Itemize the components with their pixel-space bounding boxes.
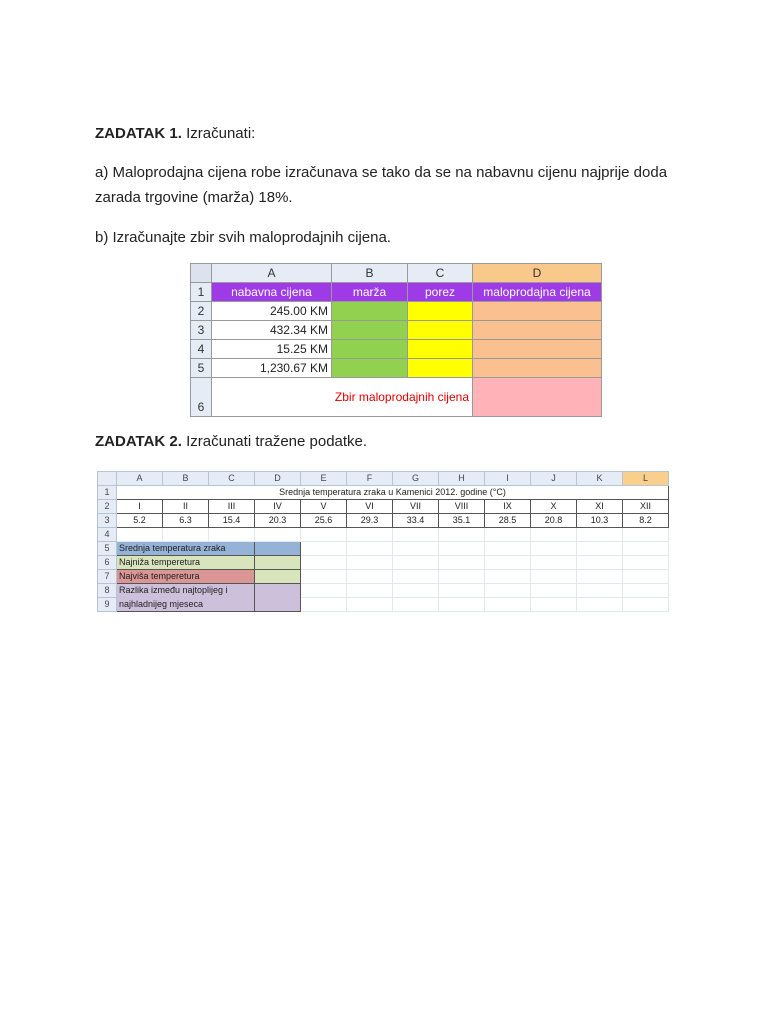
task1-heading: [95, 124, 255, 144]
table-row: [98, 542, 669, 556]
col-header-b[interactable]: B: [332, 264, 408, 283]
task2-heading: [95, 432, 367, 452]
col-header-a[interactable]: A: [212, 264, 332, 283]
empty-cell[interactable]: [301, 570, 347, 584]
month-cell[interactable]: X: [531, 500, 577, 514]
empty-cell[interactable]: [347, 528, 393, 542]
empty-cell[interactable]: [301, 584, 347, 598]
task2-title-rest: Izračunati tražene podatke.: [181, 433, 368, 450]
row-number[interactable]: 1: [191, 283, 212, 302]
empty-cell[interactable]: [393, 528, 439, 542]
empty-cell[interactable]: [301, 598, 347, 612]
empty-cell[interactable]: [485, 556, 531, 570]
empty-cell[interactable]: [301, 556, 347, 570]
marza-cell[interactable]: [332, 340, 408, 359]
month-cell[interactable]: IV: [255, 500, 301, 514]
marza-cell[interactable]: [332, 302, 408, 321]
empty-cell[interactable]: [485, 528, 531, 542]
label-lowest-temperature[interactable]: Najniža temperetura: [117, 556, 255, 570]
empty-cell[interactable]: [623, 570, 669, 584]
row-number[interactable]: 4: [191, 340, 212, 359]
table-row: [98, 514, 669, 528]
price-cell[interactable]: 245.00 KM: [212, 302, 332, 321]
month-cell[interactable]: I: [117, 500, 163, 514]
month-cell[interactable]: XII: [623, 500, 669, 514]
empty-cell[interactable]: [577, 570, 623, 584]
row-number[interactable]: 4: [98, 528, 117, 542]
table-row: [191, 378, 602, 417]
temperature-cell[interactable]: 33.4: [393, 514, 439, 528]
month-cell[interactable]: V: [301, 500, 347, 514]
col-header[interactable]: E: [301, 472, 347, 486]
empty-cell[interactable]: [531, 528, 577, 542]
result-lowest-temperature[interactable]: [255, 556, 301, 570]
temperature-cell[interactable]: 35.1: [439, 514, 485, 528]
empty-cell[interactable]: [623, 598, 669, 612]
empty-cell[interactable]: [531, 542, 577, 556]
label-difference-line2[interactable]: najhladnijeg mjeseca: [117, 598, 255, 612]
task1-line-b: b) Izračunajte zbir svih maloprodajnih cijena.: [95, 229, 391, 246]
retail-price-cell[interactable]: [473, 359, 602, 378]
column-header-row: [98, 472, 669, 486]
empty-cell[interactable]: [347, 584, 393, 598]
month-cell[interactable]: IX: [485, 500, 531, 514]
row-number[interactable]: 7: [98, 570, 117, 584]
empty-cell[interactable]: [439, 528, 485, 542]
row-number[interactable]: 8: [98, 584, 117, 598]
porez-cell[interactable]: [408, 340, 473, 359]
row-number[interactable]: 2: [98, 500, 117, 514]
empty-cell[interactable]: [577, 542, 623, 556]
row-number[interactable]: 9: [98, 598, 117, 612]
col-header[interactable]: B: [163, 472, 209, 486]
temperature-cell[interactable]: 5.2: [117, 514, 163, 528]
task1-title-bold: ZADATAK 1.: [95, 125, 182, 142]
col-header[interactable]: D: [255, 472, 301, 486]
header-cell-maloprodajna-cijena[interactable]: maloprodajna cijena: [473, 283, 602, 302]
temperature-cell[interactable]: 25.6: [301, 514, 347, 528]
empty-cell[interactable]: [485, 584, 531, 598]
empty-cell[interactable]: [531, 570, 577, 584]
table-row: [98, 570, 669, 584]
porez-cell[interactable]: [408, 359, 473, 378]
empty-cell[interactable]: [439, 542, 485, 556]
temperature-cell[interactable]: 8.2: [623, 514, 669, 528]
empty-cell[interactable]: [393, 570, 439, 584]
row-number[interactable]: 3: [98, 514, 117, 528]
result-highest-temperature[interactable]: [255, 570, 301, 584]
col-header[interactable]: A: [117, 472, 163, 486]
empty-cell[interactable]: [485, 570, 531, 584]
column-header-row: [191, 264, 602, 283]
temperature-cell[interactable]: 6.3: [163, 514, 209, 528]
empty-cell[interactable]: [347, 570, 393, 584]
table-row: [98, 528, 669, 542]
empty-cell[interactable]: [439, 584, 485, 598]
task1-line-a-1: a) Maloprodajna cijena robe izračunava se tako da se na nabavnu cijenu najprije doda: [95, 164, 668, 181]
col-header[interactable]: L: [623, 472, 669, 486]
porez-cell[interactable]: [408, 302, 473, 321]
table-row: [191, 340, 602, 359]
row-number[interactable]: 6: [191, 378, 212, 417]
month-cell[interactable]: VI: [347, 500, 393, 514]
table-row: [191, 302, 602, 321]
empty-cell[interactable]: [347, 556, 393, 570]
select-all-corner[interactable]: [191, 264, 212, 283]
temperature-cell[interactable]: 20.8: [531, 514, 577, 528]
temperature-cell[interactable]: 15.4: [209, 514, 255, 528]
row-number[interactable]: 2: [191, 302, 212, 321]
col-header-c[interactable]: C: [408, 264, 473, 283]
empty-cell[interactable]: [209, 528, 255, 542]
table-row: [98, 500, 669, 514]
marza-cell[interactable]: [332, 321, 408, 340]
empty-cell[interactable]: [393, 584, 439, 598]
col-header[interactable]: C: [209, 472, 255, 486]
row-number[interactable]: 6: [98, 556, 117, 570]
task1-title-rest: Izračunati:: [181, 125, 256, 142]
marza-cell[interactable]: [332, 359, 408, 378]
result-mean-temperature[interactable]: [255, 542, 301, 556]
col-header[interactable]: I: [485, 472, 531, 486]
empty-cell[interactable]: [623, 542, 669, 556]
empty-cell[interactable]: [485, 598, 531, 612]
task2-title-bold: ZADATAK 2.: [95, 433, 182, 450]
month-cell[interactable]: II: [163, 500, 209, 514]
temperature-cell[interactable]: 20.3: [255, 514, 301, 528]
table-row: [98, 556, 669, 570]
label-difference-line1[interactable]: Razlika između najtoplijeg i: [117, 584, 255, 598]
row-number[interactable]: 5: [98, 542, 117, 556]
empty-cell[interactable]: [393, 556, 439, 570]
header-cell-marza[interactable]: marža: [332, 283, 408, 302]
empty-cell[interactable]: [301, 528, 347, 542]
temperature-cell[interactable]: 28.5: [485, 514, 531, 528]
empty-cell[interactable]: [301, 542, 347, 556]
empty-cell[interactable]: [577, 598, 623, 612]
retail-price-cell[interactable]: [473, 302, 602, 321]
row-number[interactable]: 3: [191, 321, 212, 340]
row-number[interactable]: 5: [191, 359, 212, 378]
sum-label-cell[interactable]: Zbir maloprodajnih cijena: [212, 378, 473, 417]
row-number[interactable]: 1: [98, 486, 117, 500]
table-row: [98, 486, 669, 500]
col-header-d[interactable]: D: [473, 264, 602, 283]
empty-cell[interactable]: [485, 542, 531, 556]
porez-cell[interactable]: [408, 321, 473, 340]
empty-cell[interactable]: [577, 528, 623, 542]
retail-price-cell[interactable]: [473, 340, 602, 359]
header-cell-porez[interactable]: porez: [408, 283, 473, 302]
empty-cell[interactable]: [347, 598, 393, 612]
col-header[interactable]: G: [393, 472, 439, 486]
empty-cell[interactable]: [623, 584, 669, 598]
spreadsheet-1: [190, 263, 602, 417]
table-title-cell[interactable]: Srednja temperatura zraka u Kamenici 2012. godine (°C): [117, 486, 669, 500]
empty-cell[interactable]: [531, 598, 577, 612]
price-cell[interactable]: 1,230.67 KM: [212, 359, 332, 378]
empty-cell[interactable]: [531, 584, 577, 598]
empty-cell[interactable]: [531, 556, 577, 570]
table-row: [191, 321, 602, 340]
table-row: [191, 359, 602, 378]
retail-price-cell[interactable]: [473, 321, 602, 340]
empty-cell[interactable]: [577, 584, 623, 598]
month-cell[interactable]: III: [209, 500, 255, 514]
temperature-cell[interactable]: 10.3: [577, 514, 623, 528]
empty-cell[interactable]: [623, 528, 669, 542]
empty-cell[interactable]: [439, 570, 485, 584]
month-cell[interactable]: VIII: [439, 500, 485, 514]
empty-cell[interactable]: [439, 598, 485, 612]
select-all-corner[interactable]: [98, 472, 117, 486]
col-header[interactable]: H: [439, 472, 485, 486]
header-cell-nabavna-cijena[interactable]: nabavna cijena: [212, 283, 332, 302]
label-highest-temperature[interactable]: Najviša temperetura: [117, 570, 255, 584]
empty-cell[interactable]: [623, 556, 669, 570]
empty-cell[interactable]: [577, 556, 623, 570]
label-mean-temperature[interactable]: Srednja temperatura zraka: [117, 542, 255, 556]
empty-cell[interactable]: [439, 556, 485, 570]
empty-cell[interactable]: [347, 542, 393, 556]
empty-cell[interactable]: [393, 598, 439, 612]
price-cell[interactable]: 15.25 KM: [212, 340, 332, 359]
empty-cell[interactable]: [255, 528, 301, 542]
empty-cell[interactable]: [163, 528, 209, 542]
table-row: [191, 283, 602, 302]
col-header[interactable]: J: [531, 472, 577, 486]
col-header[interactable]: F: [347, 472, 393, 486]
empty-cell[interactable]: [393, 542, 439, 556]
sum-result-cell[interactable]: [473, 378, 602, 417]
table-row: [98, 584, 669, 598]
spreadsheet-2: [97, 471, 669, 612]
month-cell[interactable]: XI: [577, 500, 623, 514]
col-header[interactable]: K: [577, 472, 623, 486]
price-cell[interactable]: 432.34 KM: [212, 321, 332, 340]
task1-line-a-2: zarada trgovine (marža) 18%.: [95, 189, 293, 206]
temperature-cell[interactable]: 29.3: [347, 514, 393, 528]
month-cell[interactable]: VII: [393, 500, 439, 514]
empty-cell[interactable]: [117, 528, 163, 542]
result-difference[interactable]: [255, 584, 301, 612]
table-row: [98, 598, 669, 612]
